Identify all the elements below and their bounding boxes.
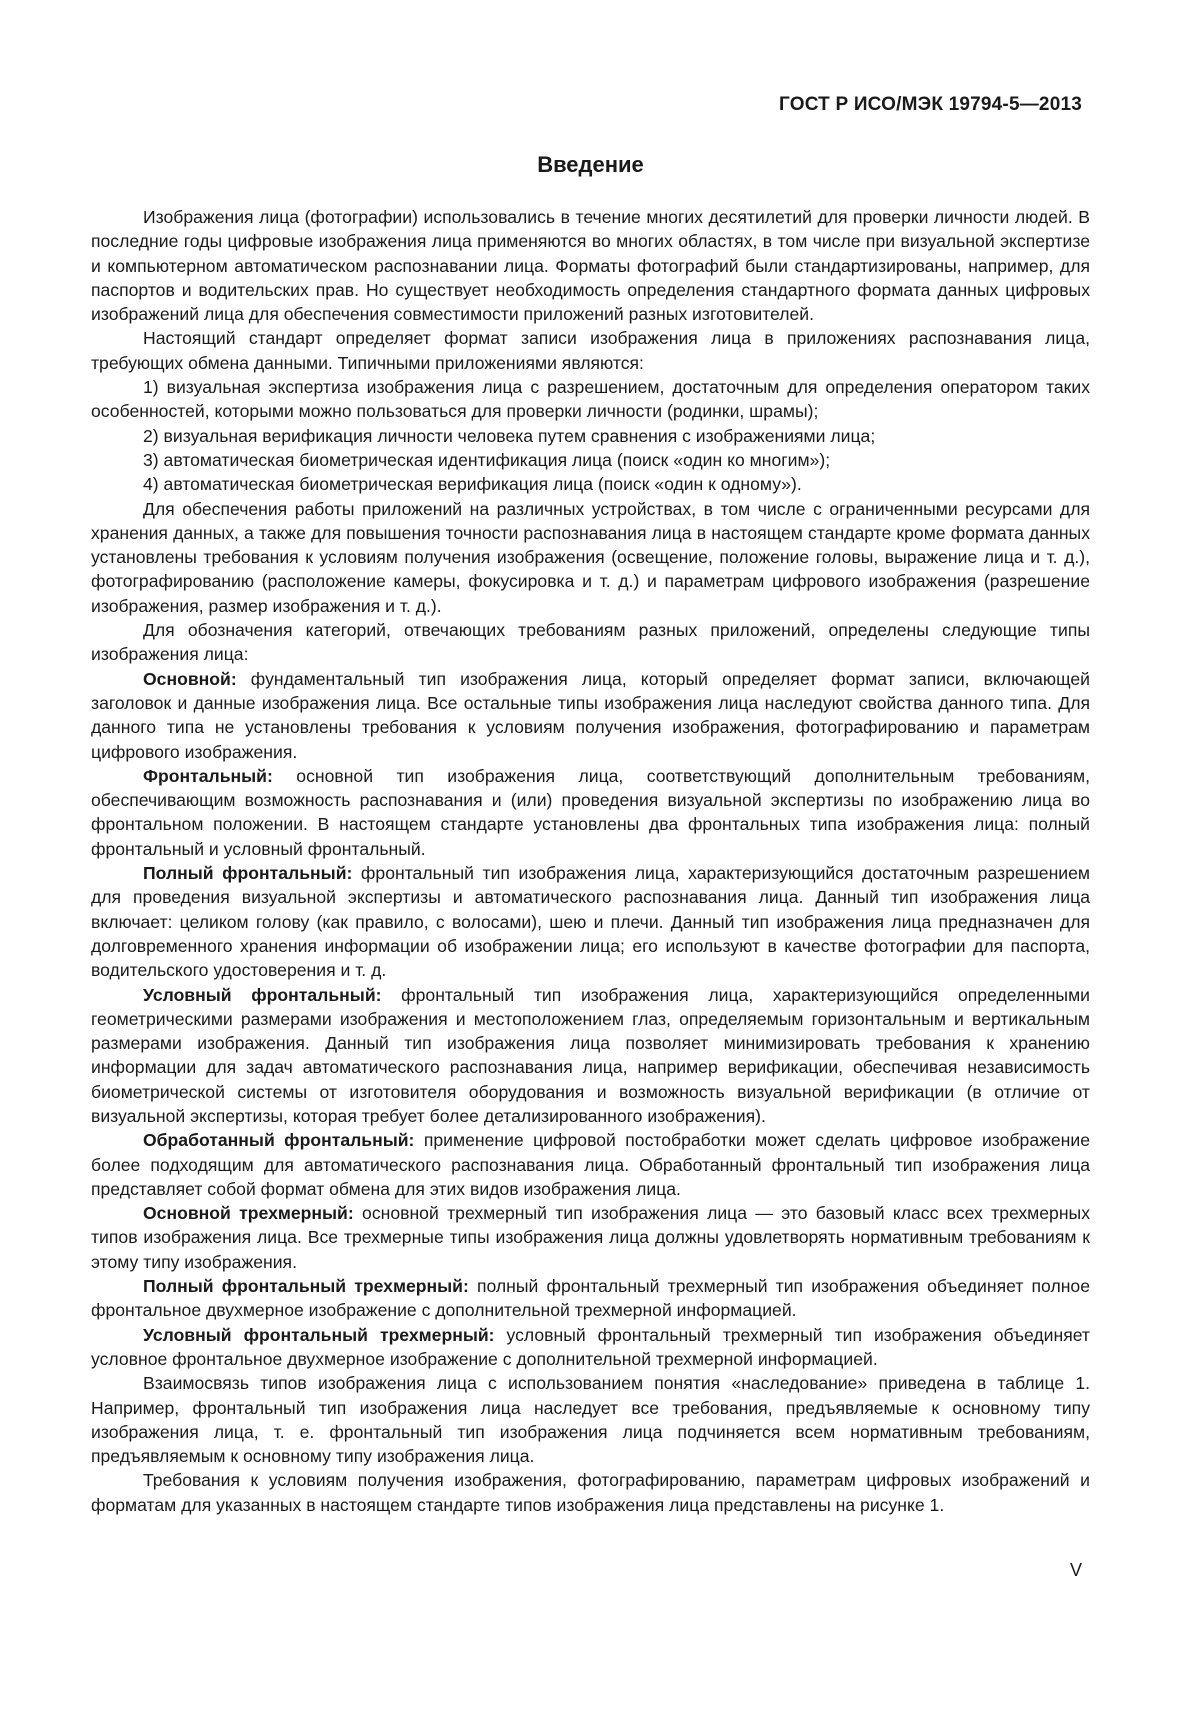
list-item: 1) визуальная экспертиза изображения лица с разрешением, достаточным для определения оператором таких особенностей, которыми можно пользоваться для проверки личности (родинки, шрамы); — [91, 377, 1090, 422]
definition-full-frontal-3d: Полный фронтальный трехмерный: полный фронтальный трехмерный тип изображения объединяет полное фронтальное двухмерное изображение с дополнительной трехмерной информацией. — [91, 1276, 1090, 1321]
definition-processed-frontal: Обработанный фронтальный: применение цифровой постобработки может сделать цифровое изображение более подходящим для автоматического распознавания лица. Обработанный фронтальный тип изображения лица представляет собой формат обмена для этих видов изображения лица. — [91, 1130, 1090, 1199]
document-header: ГОСТ Р ИСО/МЭК 19794-5—2013 — [779, 94, 1082, 115]
definition-basic-3d: Основной трехмерный: основной трехмерный тип изображения лица — это базовый класс всех трехмерных типов изображения лица. Все трехмерные типы изображения лица должны удовлетворять нормативным требованиям к этому типу изображения. — [91, 1203, 1090, 1272]
definition-token-frontal: Условный фронтальный: фронтальный тип изображения лица, характеризующийся определенными геометрическими размерами изображения и местоположением глаз, определяемым горизонтальным и вертикальным размерами изображения. Данный тип изображения лица позволяет минимизировать требования к хранению информации для задач автоматического распознавания лица, например верификации, обеспечивая независимость биометрической системы от изготовителя оборудования и возможность визуальной верификации (в отличие от визуальной экспертизы, которая требует более детализированного изображения). — [91, 984, 1090, 1126]
definition-frontal: Фронтальный: основной тип изображения лица, соответствующий дополнительным требованиям, обеспечивающим возможность распознавания и (или) проведения визуальной экспертизы по изображению лица во фронтальном положении. В настоящем стандарте установлены два фронтальных типа изображения лица: полный фронтальный и условный фронтальный. — [91, 765, 1090, 859]
list-item: 3) автоматическая биометрическая идентификация лица (поиск «один ко многим»); — [143, 449, 831, 470]
list-item: 2) визуальная верификация личности человека путем сравнения с изображениями лица; — [143, 425, 876, 446]
definition-basic: Основной: фундаментальный тип изображения лица, который определяет формат записи, включающей заголовок и данные изображения лица. Все остальные типы изображения лица наследуют свойства данного типа. Для данного типа не установлены требования к условиям получения изображения, фотографированию и параметрам цифрового изображения. — [91, 668, 1090, 762]
paragraph: Для обеспечения работы приложений на различных устройствах, в том числе с ограниченными ресурсами для хранения данных, а также для повышения точности распознавания лица в настоящем стандарте кроме формата данных установлены требования к условиям получения изображения (освещение, положение головы, выражение лица и т. д.), фотографированию (расположение камеры, фокусировка и т. д.) и параметрам цифрового изображения (разрешение изображения, размер изображения и т. д.). — [91, 498, 1090, 616]
paragraph: Настоящий стандарт определяет формат записи изображения лица в приложениях распознавания лица, требующих обмена данными. Типичными приложениями являются: — [91, 328, 1090, 373]
page-title: Введение — [537, 152, 644, 177]
paragraph: Требования к условиям получения изображения, фотографированию, параметрам цифровых изображений и форматам для указанных в настоящем стандарте типов изображения лица представлены на рисунке 1. — [91, 1470, 1090, 1515]
body-text — [91, 205, 1090, 1517]
list-item: 4) автоматическая биометрическая верификация лица (поиск «один к одному»). — [143, 474, 802, 495]
paragraph: Взаимосвязь типов изображения лица с использованием понятия «наследование» приведена в таблице 1. Например, фронтальный тип изображения лица наследует все требования, предъявляемые к основному типу изображения лица, т. е. фронтальный тип изображения лица подчиняется всем нормативным требованиям, предъявляемым к основному типу изображения лица. — [91, 1373, 1090, 1467]
definition-full-frontal: Полный фронтальный: фронтальный тип изображения лица, характеризующийся достаточным разрешением для проведения визуальной экспертизы и автоматического распознавания лица. Данный тип изображения лица включает: целиком голову (как правило, с волосами), шею и плечи. Данный тип изображения лица предназначен для долговременного хранения информации об изображении лица; его используют в качестве фотографии для паспорта, водительского удостоверения и т. д. — [91, 863, 1090, 981]
definition-token-frontal-3d: Условный фронтальный трехмерный: условный фронтальный трехмерный тип изображения объединяет условное фронтальное двухмерное изображение с дополнительной трехмерной информацией. — [91, 1324, 1090, 1369]
paragraph: Изображения лица (фотографии) использовались в течение многих десятилетий для проверки личности людей. В последние годы цифровые изображения лица применяются во многих областях, в том числе при визуальной экспертизе и компьютерном автоматическом распознавании лица. Форматы фотографий были стандартизированы, например, для паспортов и водительских прав. Но существует необходимость определения стандартного формата данных цифровых изображений лица для обеспечения совместимости приложений разных изготовителей. — [91, 207, 1090, 325]
page-number: V — [1069, 1560, 1082, 1580]
paragraph: Для обозначения категорий, отвечающих требованиям разных приложений, определены следующие типы изображения лица: — [91, 620, 1090, 665]
